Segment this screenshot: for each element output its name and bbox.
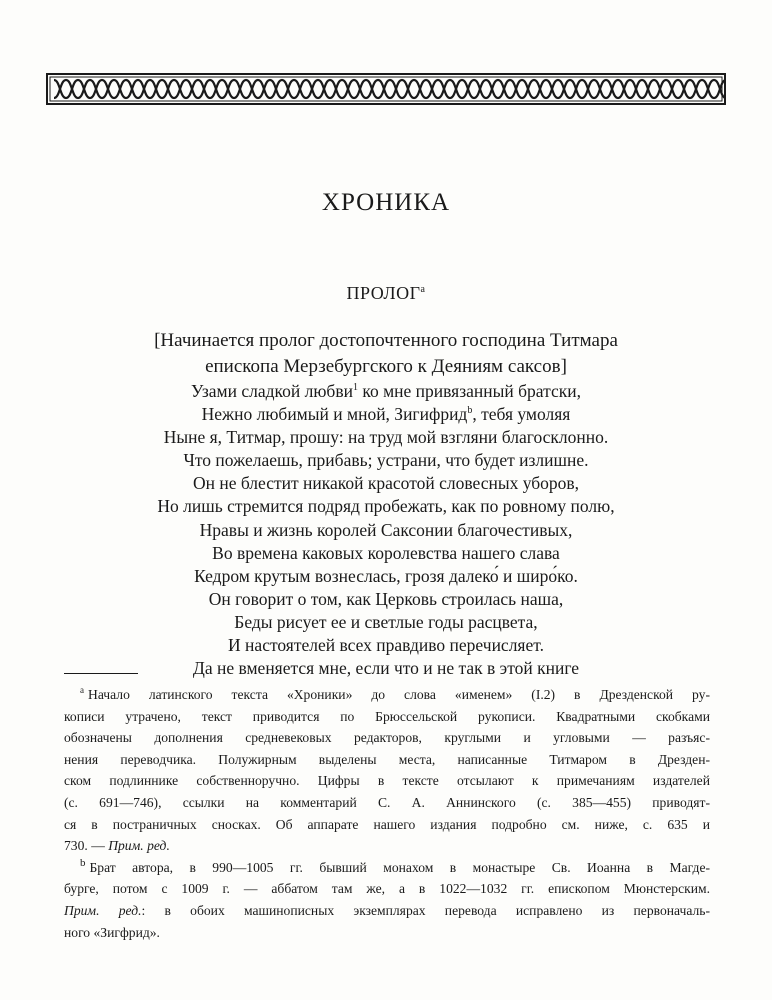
poem-line: Он не блестит никакой красотой словесных уборов,: [192, 473, 580, 494]
footnote-b-line: ного «Зигфрид».: [64, 924, 160, 940]
intro-line: [Начинается пролог достопочтенного господина Титмара: [154, 330, 618, 351]
poem-line: Да не вменяется мне, если что и не так в этой книге: [192, 658, 580, 679]
poem-line: Кедром крутым вознеслась, грозя далеко́ и широ́ко.: [194, 565, 578, 586]
footnote-a-line: обозначены дополнения средневековых редакторов, круглыми и угловыми — разъяс-: [64, 730, 710, 746]
poem-line: Беды рисует ее и светлые годы расцвета,: [234, 611, 538, 632]
poem-line: Узами сладкой любви$^1$ ко мне привязанный братски,: [191, 381, 581, 401]
footnote-a-line: ся в постраничных сносках. Об аппарате нашего издания подробно см. ниже, с. 635 и: [64, 816, 710, 832]
footnote-b-line: бурге, потом с 1009 г. — аббатом там же, а в 1022—1032 гг. епископом Мюнстерским.: [64, 881, 710, 897]
poem-line: Ныне я, Титмар, прошу: на труд мой взгляни благосклонно.: [163, 427, 609, 448]
footnote-mark-1: 1: [352, 382, 358, 394]
footnote-mark-b: b: [467, 405, 473, 417]
footnote-a-line: (с. 691—746), ссылки на комментарий С. А. Аннинского (с. 385—455) приводят-: [64, 794, 710, 810]
poem-line: Он говорит о том, как Церковь строилась наша,: [208, 588, 564, 609]
footnote-a-line: $^a$ Начало латинского текста «Хроники» до слова «именем» (I.2) в Дрезденской ру-: [80, 685, 710, 702]
footnotes: [64, 684, 710, 943]
footnote-b-line: $^b$ Брат автора, в 990—1005 гг. бывший монахом в монастыре Св. Иоанна в Магде-: [80, 857, 710, 875]
footnote-b-line: Прим. ред.: в обоих машинописных экземплярах перевода исправлено из первоначаль-: [64, 902, 711, 918]
footnote-a-line: кописи утрачено, текст приводится по Брюссельской рукописи. Квадратными скобками: [64, 708, 710, 724]
footnote-b-mark: b: [80, 857, 86, 870]
chapter-title: ХРОНИКА: [321, 189, 451, 216]
prolog-heading: [0, 283, 772, 304]
intro-line: епископа Мерзебургского к Деяниям саксов]: [205, 356, 567, 377]
poem-line: Но лишь стремится подряд пробежать, как по ровному полю,: [157, 496, 615, 517]
footnote-a-line: ском подлиннике собственноручно. Цифры в тексте отсылают к примечаниям издателей: [64, 773, 710, 789]
poem-line: Во времена каковых королевства нашего слава: [212, 542, 560, 563]
footnote-divider: [64, 673, 138, 674]
poem-line: И настоятелей всех правдиво перечисляет.: [228, 635, 544, 656]
celtic-knot-border-icon: [46, 73, 726, 105]
footnote-mark-a: a: [420, 284, 426, 295]
footnote-a-line: 730. — Прим. ред.: [64, 838, 170, 854]
poem: [0, 380, 772, 680]
footnote-a-line: нения переводчика. Полужирным выделены места, написанные Титмаром в Дрезден-: [64, 751, 710, 767]
poem-line: Нравы и жизнь королей Саксонии благочестивых,: [199, 519, 573, 540]
prolog-label: ПРОЛОГ: [346, 283, 421, 303]
poem-line: Нежно любимый и мной, Зигифрид$^b$, тебя умоляя: [201, 404, 571, 425]
poem-line: Что пожелаешь, прибавь; устрани, что будет излишне.: [183, 450, 589, 471]
footnote-a-mark: a: [80, 685, 84, 696]
prolog-intro: [0, 328, 772, 380]
